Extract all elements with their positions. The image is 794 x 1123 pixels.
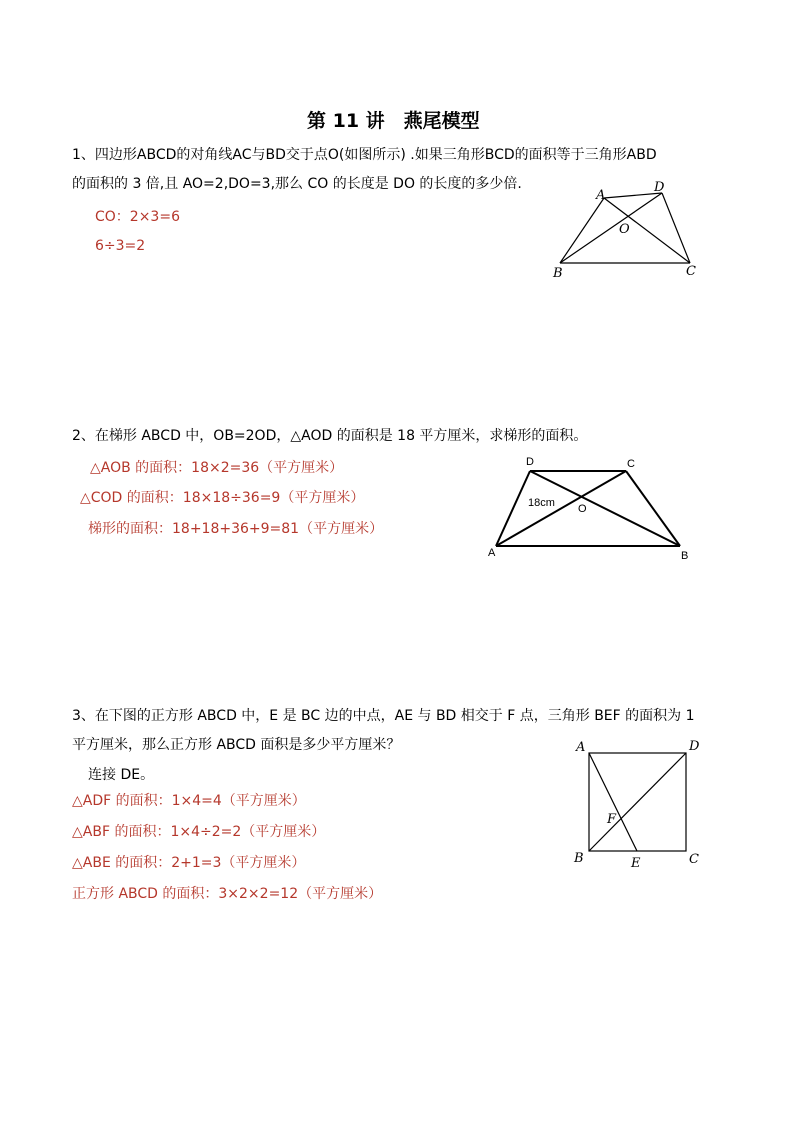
problem-3-question-line-2: 平方厘米，那么正方形 ABCD 面积是多少平方厘米？ xyxy=(72,737,401,753)
p2-label-a: A xyxy=(488,547,496,559)
problem-3-question-line-1: 3、在下图的正方形 ABCD 中，E 是 BC 边的中点，AE 与 BD 相交于 F 点，三角形 BEF 的面积为 1 xyxy=(72,708,695,724)
p2-label-b: B xyxy=(681,550,689,562)
problem-3-answer-3: △ABE 的面积：2+1=3（平方厘米） xyxy=(72,855,306,871)
problem-1-question-line-1: 1、四边形ABCD的对角线AC与BD交于点O(如图所示) .如果三角形BCD的面积等于三角形ABD xyxy=(72,147,657,163)
p1-label-d: D xyxy=(654,180,665,195)
p3-segment-ae xyxy=(589,753,637,851)
problem-2-answer-2: △COD 的面积：18×18÷36=9（平方厘米） xyxy=(80,490,365,506)
p2-label-d: D xyxy=(526,456,534,468)
p3-label-e: E xyxy=(631,856,641,871)
page-title: 第 11 讲 燕尾模型 xyxy=(307,110,480,132)
problem-1-answer-1: CO：2×3=6 xyxy=(95,209,180,225)
problem-3-answer-1: △ADF 的面积：1×4=4（平方厘米） xyxy=(72,793,306,809)
problem-1-answer-2: 6÷3=2 xyxy=(95,238,146,254)
p3-label-a: A xyxy=(576,740,586,755)
p3-diagonal-bd xyxy=(589,753,686,851)
p1-label-a: A xyxy=(596,188,606,203)
problem-2-answer-1: △AOB 的面积：18×2=36（平方厘米） xyxy=(90,460,344,476)
problem-1-question-line-2: 的面积的 3 倍,且 AO=2,DO=3,那么 CO 的长度是 DO 的长度的多少倍. xyxy=(72,176,522,192)
problem-2-answer-3: 梯形的面积：18+18+36+9=81（平方厘米） xyxy=(88,521,384,537)
problem-2-question: 2、在梯形 ABCD 中，OB=2OD，△AOD 的面积是 18 平方厘米，求梯形的面积。 xyxy=(72,428,588,444)
p2-label-area: 18cm xyxy=(528,497,555,509)
p2-label-o: O xyxy=(578,503,587,515)
p1-label-c: C xyxy=(686,264,696,279)
p3-label-d: D xyxy=(689,739,700,754)
p2-label-c: C xyxy=(627,458,635,470)
p1-label-b: B xyxy=(553,266,563,281)
p3-label-c: C xyxy=(689,852,699,867)
p3-label-f: F xyxy=(607,812,617,827)
problem-3-answer-2: △ABF 的面积：1×4÷2=2（平方厘米） xyxy=(72,824,326,840)
problem-3-step: 连接 DE。 xyxy=(88,767,155,783)
problem-3-answer-4: 正方形 ABCD 的面积：3×2×2=12（平方厘米） xyxy=(72,886,383,902)
p3-label-b: B xyxy=(574,851,584,866)
p1-label-o: O xyxy=(619,222,630,237)
